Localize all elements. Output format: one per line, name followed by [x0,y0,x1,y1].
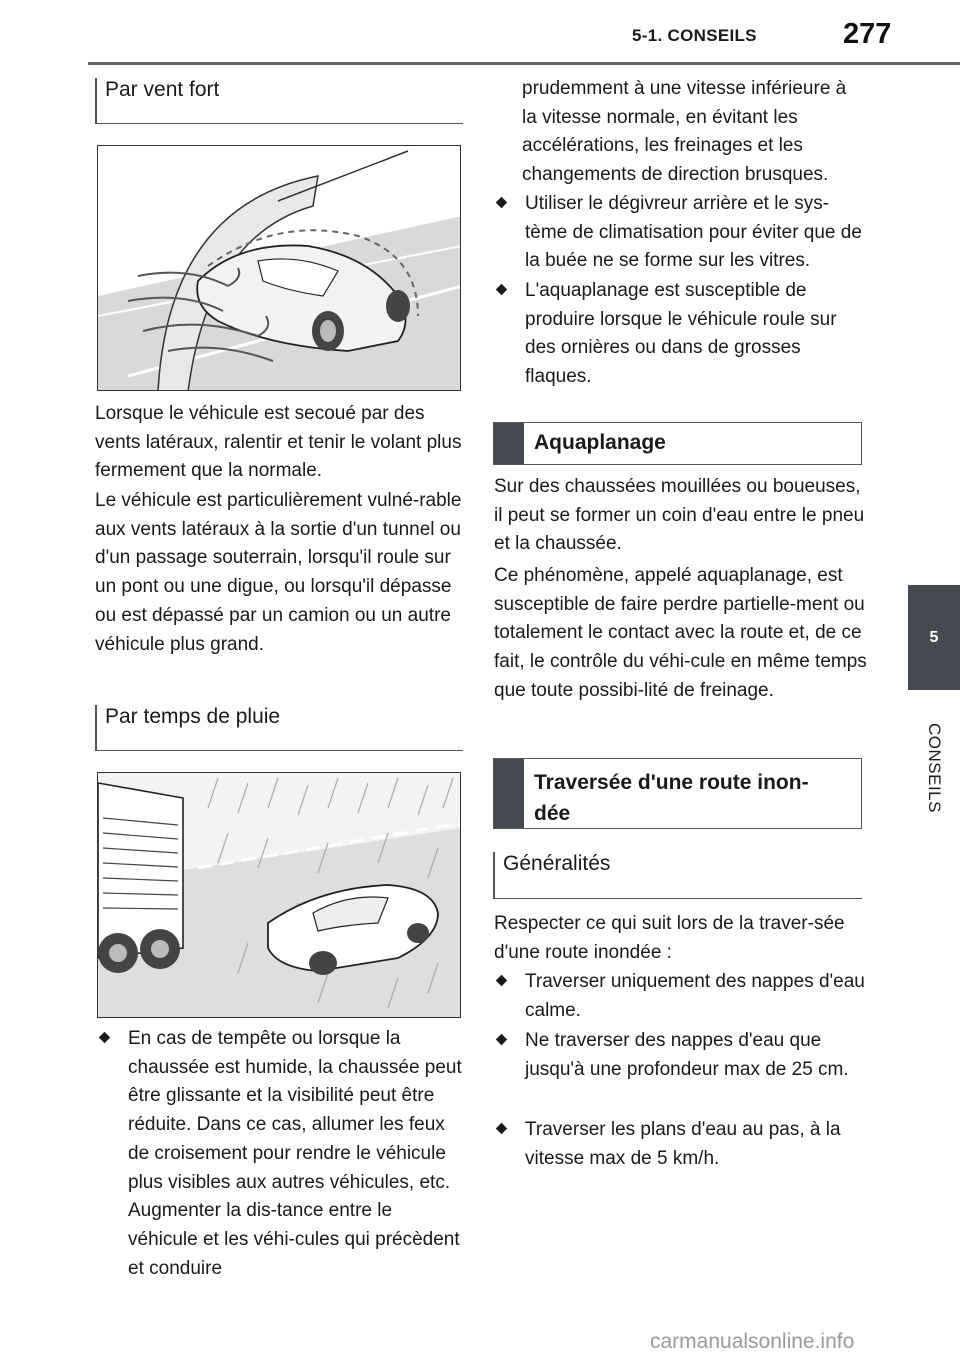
bullet-icon [99,1032,110,1043]
page-number: 277 [843,18,892,50]
subheading-wind [95,78,463,124]
bullet-icon [496,1123,507,1134]
defrost-bullet-text: Utiliser le dégivreur arrière et le sys-tème de climatisation pour éviter que de la buée ne se forme sur les vitres. [525,193,862,272]
section-title: 5-1. CONSEILS [632,26,757,45]
subheading-general-text: Généralités [503,852,611,875]
flood-intro: Respecter ce qui suit lors de la traver-sée d'une route inondée : [494,913,845,963]
continued-text: prudemment à une vitesse inférieure à la vitesse normale, en évitant les accélérations, les freinages et les changements de direction brusques. [522,78,847,186]
subheading-rain [95,705,463,751]
bullet-icon [496,284,507,295]
aquaplaning-bullet-text: L'aquaplanage est susceptible de produire lorsque le véhicule roule sur des ornières ou dans de grosses flaques. [525,280,837,388]
figure-rain-truck [97,772,461,1018]
section-aquaplanage-title: Aquaplanage [534,431,666,454]
subheading-rain-text: Par temps de pluie [105,705,281,728]
crosswind-illustration [98,146,461,391]
bullet-icon [496,197,507,208]
section-bar [494,759,524,828]
aquaplanage-paragraph-2: Ce phénomène, appelé aquaplanage, est susceptible de faire perdre partielle-ment ou totalement le contact avec la route et, de ce fait, le contrôle du véhi-cule en même temps que toute possibi-lité de freinage. [494,565,867,701]
chapter-tab-label[interactable] [908,690,960,845]
chapter-tab-number[interactable] [908,585,960,690]
footer-watermark: carmanualsonline.info [650,1330,855,1353]
figure-crosswind-tunnel [97,145,461,391]
wind-paragraph-2: Le véhicule est particulièrement vulné-rable aux vents latéraux à la sortie d'un tunnel ou d'un passage souterrain, lorsqu'il roule sur un pont ou une digue, ou lorsqu'il dépasse ou est dépassé par un camion ou un autre véhicule plus grand. [95,490,462,655]
section-aquaplanage [493,422,862,465]
rain-bullet-text: En cas de tempête ou lorsque la chaussée est humide, la chaussée peut être glissante et la visibilité peut être réduite. Dans ce cas, allumer les feux de croisement pour rendre le véhicule plus visibles aux autres véhicules, etc. Augmenter la dis-tance entre le véhicule et les véhi-cules qui précèdent et conduire [128,1028,462,1279]
section-bar [494,423,524,464]
bullet-icon [496,1034,507,1045]
header-divider [88,62,960,65]
chapter-label: CONSEILS [925,722,944,813]
section-flooded-road [493,758,862,829]
rain-illustration [98,773,461,1018]
subheading-wind-text: Par vent fort [105,78,220,101]
flood-bullet-3-text: Traverser les plans d'eau au pas, à la vitesse max de 5 km/h. [525,1119,841,1169]
section-flooded-road-title: Traversée d'une route inon-dée [534,771,809,825]
subheading-general [493,852,862,899]
flood-bullet-2-text: Ne traverser des nappes d'eau que jusqu'à une profondeur max de 25 cm. [525,1030,849,1080]
wind-paragraph-1: Lorsque le véhicule est secoué par des vents latéraux, ralentir et tenir le volant plus fermement que la normale. [95,403,462,482]
flood-bullet-1-text: Traverser uniquement des nappes d'eau calme. [525,971,865,1021]
bullet-icon [496,975,507,986]
chapter-number: 5 [929,628,939,646]
aquaplanage-paragraph-1: Sur des chaussées mouillées ou boueuses, il peut se former un coin d'eau entre le pneu et la chaussée. [494,476,865,555]
